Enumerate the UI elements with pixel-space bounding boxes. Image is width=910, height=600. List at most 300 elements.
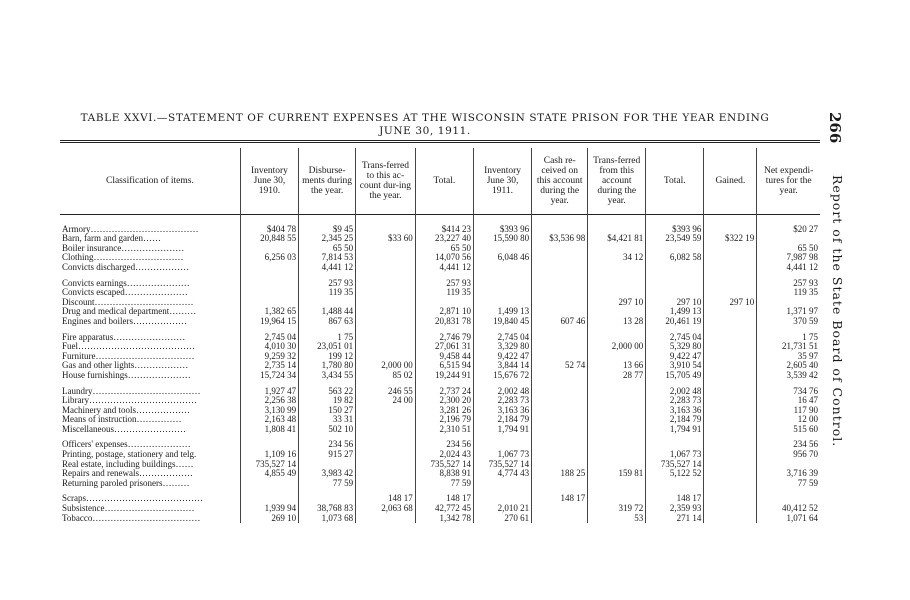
amount-cell: 515 60 xyxy=(757,425,820,435)
amount-cell: 13 28 xyxy=(588,317,646,327)
table-row xyxy=(60,317,820,327)
amount-cell xyxy=(532,342,588,352)
amount-cell: 9,422 47 xyxy=(646,352,704,362)
amount-cell xyxy=(356,298,416,308)
amount-cell xyxy=(473,494,531,504)
item-label: Repairs and renewals……………… xyxy=(62,469,193,479)
amount-cell xyxy=(356,352,416,362)
amount-cell: 4,441 12 xyxy=(415,263,473,273)
amount-cell xyxy=(588,450,646,460)
amount-cell: 370 59 xyxy=(757,317,820,327)
item-label: Fire apparatus…………………… xyxy=(62,332,186,342)
amount-cell: 7,987 98 xyxy=(757,253,820,263)
col-inventory-1911: Inventory June 30, 1911. xyxy=(473,148,531,215)
amount-cell: 16 47 xyxy=(757,396,820,406)
amount-cell: 4,010 30 xyxy=(240,342,298,352)
amount-cell: 257 93 xyxy=(757,279,820,289)
col-total-2: Total. xyxy=(646,148,704,215)
amount-cell xyxy=(356,225,416,235)
item-label: Barn, farm and garden…… xyxy=(62,234,161,244)
amount-cell xyxy=(704,460,757,470)
amount-cell: 234 56 xyxy=(415,440,473,450)
amount-cell: 1,939 94 xyxy=(240,504,298,514)
col-transferred-to: Trans-ferred to this ac-count dur-ing the year. xyxy=(356,148,416,215)
amount-cell: 85 02 xyxy=(356,371,416,381)
item-label: Convicts discharged……………… xyxy=(62,262,190,272)
table-row xyxy=(60,352,820,362)
amount-cell: 19,244 91 xyxy=(415,371,473,381)
amount-cell xyxy=(240,279,298,289)
amount-cell xyxy=(588,396,646,406)
table-row xyxy=(60,371,820,381)
item-label: Discount…………………………… xyxy=(62,297,194,307)
table-row xyxy=(60,396,820,406)
amount-cell: 77 59 xyxy=(415,479,473,489)
amount-cell: 3,163 36 xyxy=(473,406,531,416)
item-label: Fuel………………………………… xyxy=(62,342,196,352)
amount-cell: 4,441 12 xyxy=(299,263,356,273)
amount-cell: $20 27 xyxy=(757,225,820,235)
amount-cell xyxy=(532,415,588,425)
col-gained: Gained. xyxy=(704,148,757,215)
amount-cell: 2,746 79 xyxy=(415,333,473,343)
col-total-1: Total. xyxy=(415,148,473,215)
amount-cell: 77 59 xyxy=(757,479,820,489)
amount-cell xyxy=(356,317,416,327)
amount-cell xyxy=(240,263,298,273)
amount-cell xyxy=(356,244,416,254)
amount-cell xyxy=(532,425,588,435)
amount-cell: 2,002 48 xyxy=(646,387,704,397)
amount-cell xyxy=(356,425,416,435)
amount-cell: 19 82 xyxy=(299,396,356,406)
amount-cell: 148 17 xyxy=(356,494,416,504)
amount-cell: 5,329 80 xyxy=(646,342,704,352)
amount-cell: 607 46 xyxy=(532,317,588,327)
amount-cell xyxy=(415,298,473,308)
amount-cell: 1,488 44 xyxy=(299,307,356,317)
table-row xyxy=(60,440,820,450)
item-label: Gas and other lights……………… xyxy=(62,361,189,371)
amount-cell: 2,063 68 xyxy=(356,504,416,514)
amount-cell xyxy=(532,263,588,273)
col-cash-received: Cash re-ceived on this account during the year. xyxy=(532,148,588,215)
table-row xyxy=(60,244,820,254)
amount-cell xyxy=(532,450,588,460)
amount-cell: 20,831 78 xyxy=(415,317,473,327)
amount-cell: 3,130 99 xyxy=(240,406,298,416)
amount-cell: 52 74 xyxy=(532,361,588,371)
table-row xyxy=(60,307,820,317)
amount-cell xyxy=(356,279,416,289)
amount-cell: 119 35 xyxy=(757,288,820,298)
table-row xyxy=(60,494,820,504)
col-classification: Classification of items. xyxy=(105,176,194,186)
item-label: Scraps………………………………… xyxy=(62,494,203,504)
amount-cell: 3,434 55 xyxy=(299,371,356,381)
amount-cell xyxy=(704,469,757,479)
amount-cell: 119 35 xyxy=(415,288,473,298)
amount-cell xyxy=(704,263,757,273)
amount-cell xyxy=(356,253,416,263)
amount-cell: 2,196 79 xyxy=(415,415,473,425)
amount-cell: 956 70 xyxy=(757,450,820,460)
amount-cell: $33 60 xyxy=(356,234,416,244)
amount-cell xyxy=(757,460,820,470)
amount-cell: 270 61 xyxy=(473,514,531,524)
amount-cell xyxy=(532,396,588,406)
amount-cell xyxy=(646,288,704,298)
title-line-1: TABLE XXVI.—STATEMENT OF CURRENT EXPENSES AT THE WISCONSIN STATE PRISON FOR THE YEAR ENDING xyxy=(80,112,770,124)
amount-cell: 1,071 64 xyxy=(757,514,820,524)
amount-cell: 65 50 xyxy=(757,244,820,254)
amount-cell: 2,163 48 xyxy=(240,415,298,425)
amount-cell: 27,061 31 xyxy=(415,342,473,352)
amount-cell: 42,772 45 xyxy=(415,504,473,514)
amount-cell xyxy=(240,244,298,254)
amount-cell: 1,382 65 xyxy=(240,307,298,317)
amount-cell xyxy=(704,342,757,352)
amount-cell: 1 75 xyxy=(299,333,356,343)
amount-cell xyxy=(588,460,646,470)
page-number: 266 xyxy=(826,112,844,144)
amount-cell: 2,184 79 xyxy=(646,415,704,425)
amount-cell: 1,067 73 xyxy=(473,450,531,460)
amount-cell: 735,527 14 xyxy=(415,460,473,470)
amount-cell xyxy=(588,352,646,362)
top-double-rule xyxy=(60,140,820,143)
amount-cell: 2,745 04 xyxy=(240,333,298,343)
amount-cell: 21,731 51 xyxy=(757,342,820,352)
amount-cell: 38,768 83 xyxy=(299,504,356,514)
amount-cell: 23,227 40 xyxy=(415,234,473,244)
amount-cell: 1 75 xyxy=(757,333,820,343)
amount-cell xyxy=(356,415,416,425)
table-row xyxy=(60,333,820,343)
col-net-expenditures: Net expendi-tures for the year. xyxy=(757,148,820,215)
amount-cell: 7,814 53 xyxy=(299,253,356,263)
amount-cell: $3,536 98 xyxy=(532,234,588,244)
amount-cell: 257 93 xyxy=(299,279,356,289)
item-label: Clothing………………………… xyxy=(62,253,184,263)
item-label: House furnishings………………… xyxy=(62,370,191,380)
amount-cell xyxy=(356,406,416,416)
table-row xyxy=(60,298,820,308)
amount-cell xyxy=(588,494,646,504)
amount-cell: 65 50 xyxy=(415,244,473,254)
item-label: Engines and boilers……………… xyxy=(62,316,187,326)
amount-cell: 188 25 xyxy=(532,469,588,479)
amount-cell: 13 66 xyxy=(588,361,646,371)
amount-cell: 2,002 48 xyxy=(473,387,531,397)
amount-cell: 33 31 xyxy=(299,415,356,425)
amount-cell xyxy=(757,494,820,504)
amount-cell xyxy=(473,279,531,289)
amount-cell: 19,840 45 xyxy=(473,317,531,327)
amount-cell: 1,499 13 xyxy=(473,307,531,317)
amount-cell xyxy=(704,425,757,435)
item-label: Library……………………………… xyxy=(62,396,197,406)
amount-cell xyxy=(704,504,757,514)
amount-cell: 3,163 36 xyxy=(646,406,704,416)
amount-cell xyxy=(532,440,588,450)
amount-cell: 2,000 00 xyxy=(356,361,416,371)
item-label: Officers' expenses………………… xyxy=(62,440,191,450)
amount-cell xyxy=(240,494,298,504)
amount-cell: 4,855 49 xyxy=(240,469,298,479)
amount-cell: 2,737 24 xyxy=(415,387,473,397)
amount-cell xyxy=(704,371,757,381)
amount-cell xyxy=(704,352,757,362)
amount-cell: 20,461 19 xyxy=(646,317,704,327)
amount-cell xyxy=(532,288,588,298)
amount-cell: 867 63 xyxy=(299,317,356,327)
amount-cell: 1,499 13 xyxy=(646,307,704,317)
table-row xyxy=(60,253,820,263)
amount-cell xyxy=(646,279,704,289)
amount-cell: 1,371 97 xyxy=(757,307,820,317)
amount-cell: 199 12 xyxy=(299,352,356,362)
amount-cell xyxy=(473,440,531,450)
amount-cell: 77 59 xyxy=(299,479,356,489)
amount-cell xyxy=(757,234,820,244)
title-line-2: JUNE 30, 1911. xyxy=(379,125,471,137)
amount-cell xyxy=(532,244,588,254)
amount-cell: 2,359 93 xyxy=(646,504,704,514)
item-label: Furniture…………………………… xyxy=(62,351,195,361)
item-label: Convicts earnings………………… xyxy=(62,278,190,288)
amount-cell xyxy=(240,479,298,489)
amount-cell xyxy=(588,263,646,273)
amount-cell: 24 00 xyxy=(356,396,416,406)
amount-cell: 1,794 91 xyxy=(646,425,704,435)
header-row xyxy=(60,148,820,215)
amount-cell: $322 19 xyxy=(704,234,757,244)
amount-cell xyxy=(704,479,757,489)
amount-cell xyxy=(704,244,757,254)
amount-cell xyxy=(704,333,757,343)
amount-cell: 28 77 xyxy=(588,371,646,381)
amount-cell xyxy=(704,361,757,371)
table-row xyxy=(60,288,820,298)
amount-cell xyxy=(240,298,298,308)
table-title xyxy=(30,112,820,138)
amount-cell: 53 xyxy=(588,514,646,524)
amount-cell: 8,838 91 xyxy=(415,469,473,479)
amount-cell: 735,527 14 xyxy=(646,460,704,470)
amount-cell: 117 90 xyxy=(757,406,820,416)
amount-cell: 23,549 59 xyxy=(646,234,704,244)
amount-cell xyxy=(704,450,757,460)
amount-cell xyxy=(532,479,588,489)
amount-cell: $414 23 xyxy=(415,225,473,235)
amount-cell xyxy=(588,333,646,343)
amount-cell xyxy=(704,494,757,504)
amount-cell: 2,256 38 xyxy=(240,396,298,406)
amount-cell: 3,539 42 xyxy=(757,371,820,381)
amount-cell: 34 12 xyxy=(588,253,646,263)
amount-cell: 1,794 91 xyxy=(473,425,531,435)
amount-cell xyxy=(588,440,646,450)
amount-cell: 2,745 04 xyxy=(646,333,704,343)
amount-cell: 1,780 80 xyxy=(299,361,356,371)
amount-cell: 20,848 55 xyxy=(240,234,298,244)
amount-cell xyxy=(646,244,704,254)
amount-cell xyxy=(356,469,416,479)
amount-cell: 563 22 xyxy=(299,387,356,397)
amount-cell: 1,109 16 xyxy=(240,450,298,460)
amount-cell: 6,082 58 xyxy=(646,253,704,263)
amount-cell xyxy=(473,298,531,308)
amount-cell xyxy=(588,307,646,317)
item-label: Means of instruction…………… xyxy=(62,415,182,425)
amount-cell xyxy=(704,253,757,263)
amount-cell xyxy=(356,479,416,489)
amount-cell xyxy=(646,479,704,489)
amount-cell: 2,000 00 xyxy=(588,342,646,352)
table-row xyxy=(60,361,820,371)
amount-cell xyxy=(532,387,588,397)
amount-cell xyxy=(704,387,757,397)
amount-cell: 2,300 20 xyxy=(415,396,473,406)
amount-cell: 257 93 xyxy=(415,279,473,289)
table-row xyxy=(60,469,820,479)
amount-cell xyxy=(356,460,416,470)
amount-cell: 2,735 14 xyxy=(240,361,298,371)
amount-cell: $404 78 xyxy=(240,225,298,235)
amount-cell xyxy=(704,440,757,450)
amount-cell xyxy=(532,333,588,343)
amount-cell: $393 96 xyxy=(473,225,531,235)
amount-cell xyxy=(532,514,588,524)
running-header: Report of the State Board of Control. xyxy=(830,175,845,448)
amount-cell: 3,844 14 xyxy=(473,361,531,371)
amount-cell xyxy=(356,450,416,460)
amount-cell xyxy=(299,494,356,504)
amount-cell xyxy=(532,279,588,289)
amount-cell xyxy=(704,406,757,416)
amount-cell xyxy=(356,514,416,524)
amount-cell xyxy=(588,387,646,397)
table-row xyxy=(60,279,820,289)
amount-cell: 3,329 80 xyxy=(473,342,531,352)
amount-cell: 2,345 25 xyxy=(299,234,356,244)
amount-cell: 9,259 32 xyxy=(240,352,298,362)
table-row xyxy=(60,479,820,489)
amount-cell: 319 72 xyxy=(588,504,646,514)
amount-cell: 15,724 34 xyxy=(240,371,298,381)
amount-cell xyxy=(704,396,757,406)
amount-cell xyxy=(588,479,646,489)
item-label: Armory……………………………… xyxy=(62,224,199,234)
amount-cell: 159 81 xyxy=(588,469,646,479)
amount-cell: 246 55 xyxy=(356,387,416,397)
amount-cell: 15,590 80 xyxy=(473,234,531,244)
table-row xyxy=(60,425,820,435)
table-row xyxy=(60,460,820,470)
amount-cell xyxy=(532,371,588,381)
amount-cell: 234 56 xyxy=(299,440,356,450)
amount-cell: 6,256 03 xyxy=(240,253,298,263)
amount-cell xyxy=(588,288,646,298)
amount-cell: 4,441 12 xyxy=(757,263,820,273)
amount-cell: 9,422 47 xyxy=(473,352,531,362)
amount-cell xyxy=(356,440,416,450)
item-label: Subsistence………………………… xyxy=(62,504,195,514)
amount-cell: 2,745 04 xyxy=(473,333,531,343)
amount-cell: 40,412 52 xyxy=(757,504,820,514)
amount-cell: 23,051 01 xyxy=(299,342,356,352)
amount-cell xyxy=(532,298,588,308)
amount-cell: 297 10 xyxy=(704,298,757,308)
amount-cell xyxy=(299,298,356,308)
amount-cell: 297 10 xyxy=(646,298,704,308)
item-label: Machinery and tools……………… xyxy=(62,405,190,415)
amount-cell: 2,871 10 xyxy=(415,307,473,317)
amount-cell xyxy=(532,352,588,362)
amount-cell: 3,281 26 xyxy=(415,406,473,416)
amount-cell xyxy=(473,288,531,298)
amount-cell: 119 35 xyxy=(299,288,356,298)
amount-cell xyxy=(356,307,416,317)
item-label: Laundry……………………………… xyxy=(62,386,201,396)
table-row xyxy=(60,514,820,524)
amount-cell: 2,283 73 xyxy=(646,396,704,406)
amount-cell: 234 56 xyxy=(757,440,820,450)
amount-cell xyxy=(473,244,531,254)
amount-cell: 3,910 54 xyxy=(646,361,704,371)
amount-cell xyxy=(532,307,588,317)
table-body xyxy=(60,215,820,524)
amount-cell: 2,283 73 xyxy=(473,396,531,406)
amount-cell xyxy=(299,460,356,470)
amount-cell: 19,964 15 xyxy=(240,317,298,327)
table-row xyxy=(60,387,820,397)
item-label: Returning paroled prisoners……… xyxy=(62,478,190,488)
amount-cell: 148 17 xyxy=(415,494,473,504)
amount-cell: 1,073 68 xyxy=(299,514,356,524)
amount-cell xyxy=(704,279,757,289)
amount-cell: 735,527 14 xyxy=(240,460,298,470)
amount-cell: $9 45 xyxy=(299,225,356,235)
amount-cell xyxy=(356,263,416,273)
amount-cell: 734 76 xyxy=(757,387,820,397)
table-row xyxy=(60,415,820,425)
table-row xyxy=(60,263,820,273)
amount-cell xyxy=(473,479,531,489)
item-label: Real estate, including buildings…… xyxy=(62,459,194,469)
amount-cell: 9,458 44 xyxy=(415,352,473,362)
amount-cell: 2,024 43 xyxy=(415,450,473,460)
amount-cell xyxy=(704,307,757,317)
amount-cell xyxy=(356,333,416,343)
amount-cell: 1,067 73 xyxy=(646,450,704,460)
amount-cell: 14,070 56 xyxy=(415,253,473,263)
item-label: Printing, postage, stationery and telg. xyxy=(62,450,197,460)
amount-cell xyxy=(532,406,588,416)
amount-cell: 15,676 72 xyxy=(473,371,531,381)
amount-cell: 3,716 39 xyxy=(757,469,820,479)
table-row xyxy=(60,450,820,460)
amount-cell: 148 17 xyxy=(646,494,704,504)
amount-cell xyxy=(240,288,298,298)
amount-cell xyxy=(757,298,820,308)
table-row xyxy=(60,504,820,514)
expense-table xyxy=(60,148,820,523)
table-row xyxy=(60,342,820,352)
amount-cell: 2,310 51 xyxy=(415,425,473,435)
amount-cell: 269 10 xyxy=(240,514,298,524)
